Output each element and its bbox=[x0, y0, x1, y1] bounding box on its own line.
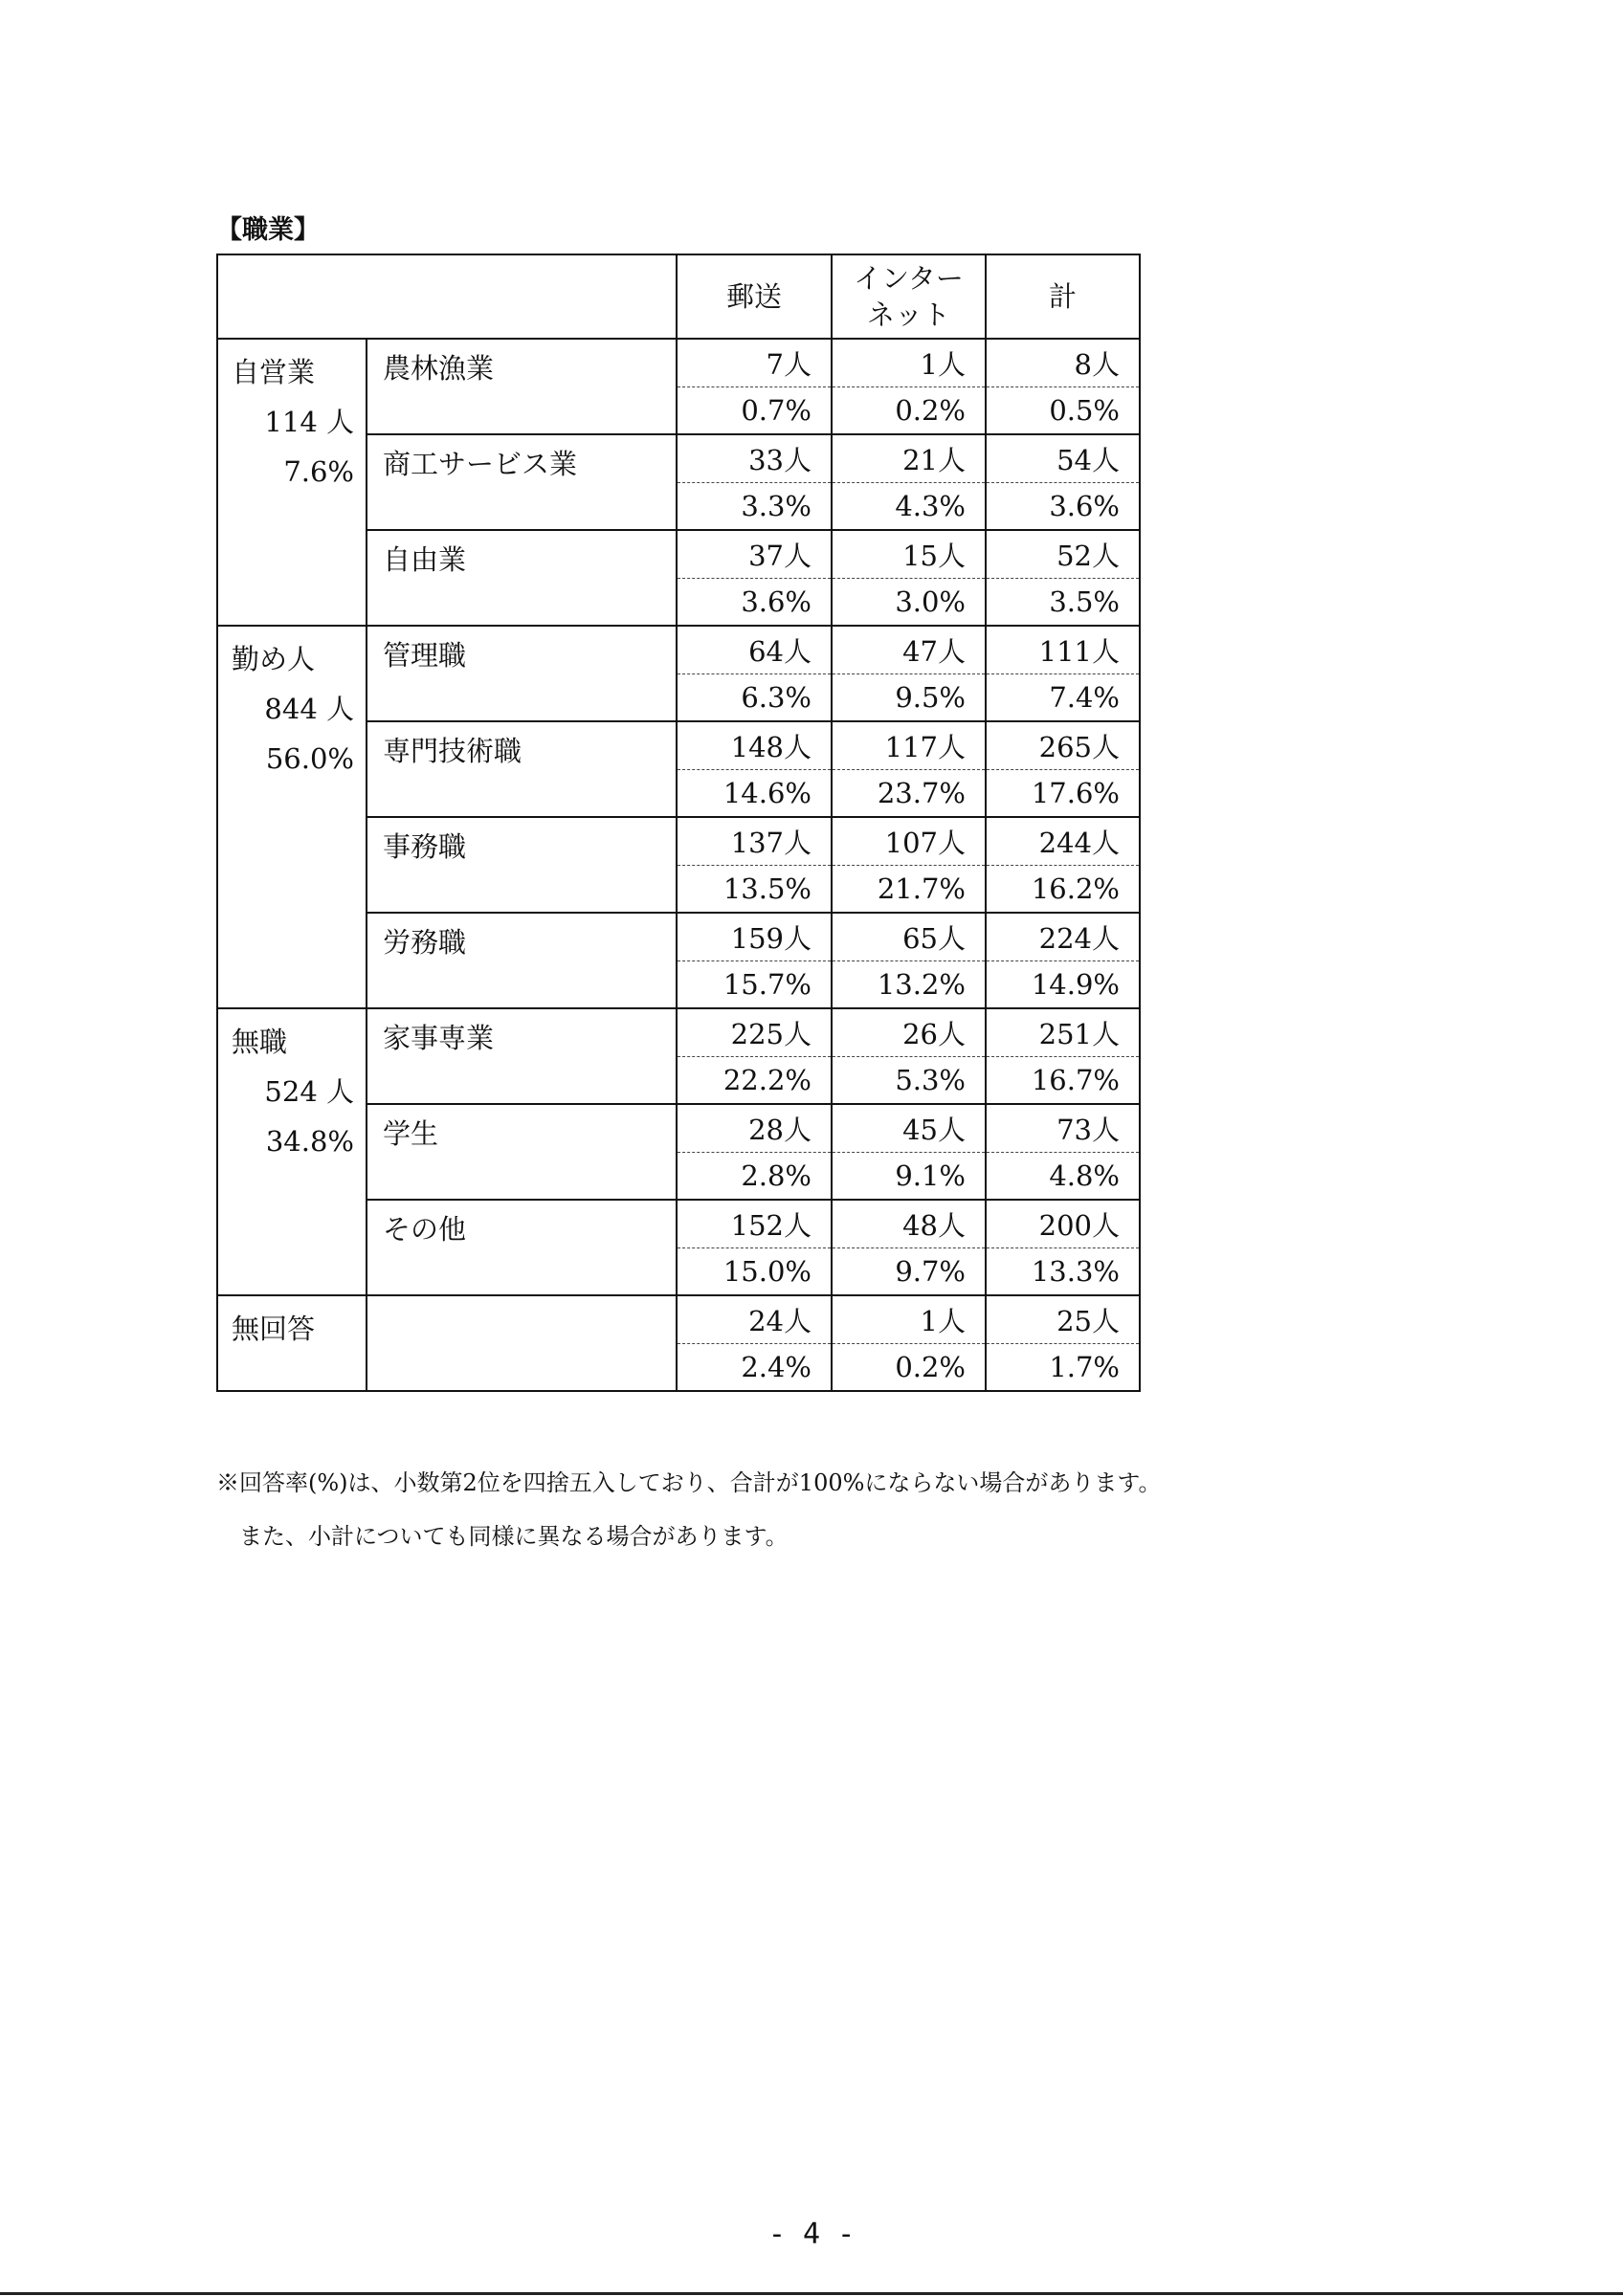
percent-cell: 15.0% bbox=[677, 1247, 832, 1295]
group-percent: 56.0% bbox=[265, 742, 354, 775]
count-cell: 107人 bbox=[832, 817, 986, 865]
percent-cell: 5.3% bbox=[832, 1056, 986, 1104]
percent-cell: 0.5% bbox=[986, 386, 1140, 434]
count-cell: 1人 bbox=[832, 339, 986, 386]
count-cell: 251人 bbox=[986, 1008, 1140, 1056]
percent-cell: 7.4% bbox=[986, 673, 1140, 721]
percent-cell: 0.7% bbox=[677, 386, 832, 434]
percent-cell: 6.3% bbox=[677, 673, 832, 721]
count-cell: 137人 bbox=[677, 817, 832, 865]
group-cell bbox=[217, 1008, 367, 1295]
count-cell: 65人 bbox=[832, 913, 986, 960]
percent-cell: 21.7% bbox=[832, 865, 986, 913]
percent-cell: 9.5% bbox=[832, 673, 986, 721]
table-row-counts bbox=[217, 339, 1140, 386]
section-title: 【職業】 bbox=[216, 215, 320, 245]
count-cell: 33人 bbox=[677, 434, 832, 482]
header-blank-cell bbox=[217, 254, 677, 339]
count-cell: 45人 bbox=[832, 1104, 986, 1152]
count-cell: 73人 bbox=[986, 1104, 1140, 1152]
page-number: - 4 - bbox=[767, 2218, 856, 2251]
group-count: 524 人 bbox=[264, 1075, 354, 1108]
table-row-counts bbox=[217, 1295, 1140, 1343]
column-header-mail: 郵送 bbox=[677, 254, 832, 339]
count-cell: 37人 bbox=[677, 530, 832, 578]
subcategory-label: 専門技術職 bbox=[367, 721, 677, 817]
count-cell: 48人 bbox=[832, 1200, 986, 1247]
count-cell: 24人 bbox=[677, 1295, 832, 1343]
percent-cell: 9.1% bbox=[832, 1152, 986, 1200]
group-cell bbox=[217, 339, 367, 626]
count-cell: 111人 bbox=[986, 626, 1140, 673]
subcategory-label: 農林漁業 bbox=[367, 339, 677, 434]
table-header-row bbox=[217, 254, 1140, 339]
footnote-subtotal: また、小計についても同様に異なる場合があります。 bbox=[239, 1523, 789, 1550]
percent-cell: 1.7% bbox=[986, 1343, 1140, 1391]
count-cell: 8人 bbox=[986, 339, 1140, 386]
percent-cell: 4.8% bbox=[986, 1152, 1140, 1200]
percent-cell: 23.7% bbox=[832, 769, 986, 817]
percent-cell: 9.7% bbox=[832, 1247, 986, 1295]
subcategory-label: 自由業 bbox=[367, 530, 677, 626]
subcategory-label: 労務職 bbox=[367, 913, 677, 1008]
percent-cell: 16.2% bbox=[986, 865, 1140, 913]
percent-cell: 0.2% bbox=[832, 386, 986, 434]
group-count: 114 人 bbox=[264, 406, 354, 438]
count-cell: 47人 bbox=[832, 626, 986, 673]
percent-cell: 13.2% bbox=[832, 960, 986, 1008]
count-cell: 26人 bbox=[832, 1008, 986, 1056]
percent-cell: 14.6% bbox=[677, 769, 832, 817]
subcategory-label: その他 bbox=[367, 1200, 677, 1295]
count-cell: 1人 bbox=[832, 1295, 986, 1343]
count-cell: 159人 bbox=[677, 913, 832, 960]
count-cell: 224人 bbox=[986, 913, 1140, 960]
table-row-counts bbox=[217, 1008, 1140, 1056]
percent-cell: 16.7% bbox=[986, 1056, 1140, 1104]
count-cell: 28人 bbox=[677, 1104, 832, 1152]
percent-cell: 13.5% bbox=[677, 865, 832, 913]
subcategory-label: 学生 bbox=[367, 1104, 677, 1200]
count-cell: 152人 bbox=[677, 1200, 832, 1247]
group-count: 844 人 bbox=[264, 693, 354, 725]
percent-cell: 17.6% bbox=[986, 769, 1140, 817]
percent-cell: 15.7% bbox=[677, 960, 832, 1008]
percent-cell: 14.9% bbox=[986, 960, 1140, 1008]
percent-cell: 22.2% bbox=[677, 1056, 832, 1104]
no-answer-label: 無回答 bbox=[232, 1313, 316, 1345]
group-name: 勤め人 bbox=[232, 643, 316, 675]
percent-cell: 3.5% bbox=[986, 578, 1140, 626]
count-cell: 52人 bbox=[986, 530, 1140, 578]
subcategory-label: 家事専業 bbox=[367, 1008, 677, 1104]
percent-cell: 13.3% bbox=[986, 1247, 1140, 1295]
group-cell bbox=[217, 626, 367, 1008]
count-cell: 54人 bbox=[986, 434, 1140, 482]
footnote-rounding: ※回答率(%)は、小数第2位を四捨五入しており、合計が100%にならない場合があります。 bbox=[216, 1469, 1162, 1496]
count-cell: 64人 bbox=[677, 626, 832, 673]
group-name: 自営業 bbox=[232, 356, 316, 388]
group-percent: 34.8% bbox=[265, 1125, 354, 1158]
count-cell: 225人 bbox=[677, 1008, 832, 1056]
count-cell: 148人 bbox=[677, 721, 832, 769]
percent-cell: 3.6% bbox=[677, 578, 832, 626]
count-cell: 15人 bbox=[832, 530, 986, 578]
count-cell: 7人 bbox=[677, 339, 832, 386]
count-cell: 244人 bbox=[986, 817, 1140, 865]
no-answer-blank-cell bbox=[367, 1295, 677, 1391]
subcategory-label: 商工サービス業 bbox=[367, 434, 677, 530]
no-answer-cell bbox=[217, 1295, 367, 1391]
subcategory-label: 事務職 bbox=[367, 817, 677, 913]
percent-cell: 3.3% bbox=[677, 482, 832, 530]
column-header-total: 計 bbox=[986, 254, 1140, 339]
count-cell: 21人 bbox=[832, 434, 986, 482]
count-cell: 200人 bbox=[986, 1200, 1140, 1247]
table-row-counts bbox=[217, 626, 1140, 673]
count-cell: 117人 bbox=[832, 721, 986, 769]
column-header-internet: インター ネット bbox=[832, 254, 986, 339]
percent-cell: 2.4% bbox=[677, 1343, 832, 1391]
percent-cell: 0.2% bbox=[832, 1343, 986, 1391]
percent-cell: 4.3% bbox=[832, 482, 986, 530]
subcategory-label: 管理職 bbox=[367, 626, 677, 721]
occupation-table bbox=[216, 254, 1141, 1392]
group-name: 無職 bbox=[232, 1026, 288, 1058]
group-percent: 7.6% bbox=[283, 455, 354, 488]
count-cell: 265人 bbox=[986, 721, 1140, 769]
bottom-rule bbox=[0, 2292, 1623, 2295]
count-cell: 25人 bbox=[986, 1295, 1140, 1343]
percent-cell: 3.6% bbox=[986, 482, 1140, 530]
percent-cell: 2.8% bbox=[677, 1152, 832, 1200]
percent-cell: 3.0% bbox=[832, 578, 986, 626]
